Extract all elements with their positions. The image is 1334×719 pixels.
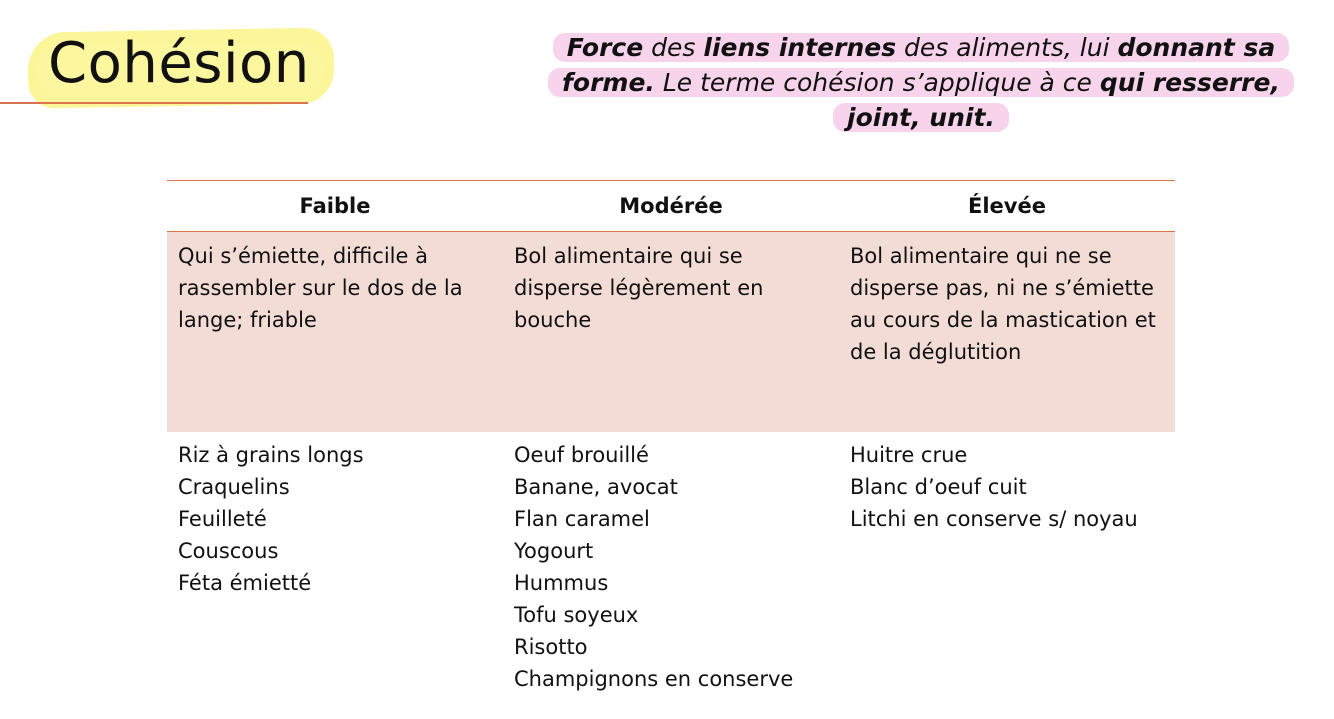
examples-row <box>167 432 1175 695</box>
definition-segment: donnant sa forme. <box>562 33 1276 97</box>
example-item: Blanc d’oeuf cuit <box>850 475 1027 499</box>
example-item: Riz à grains longs <box>178 443 364 467</box>
examples-moderee <box>503 432 839 695</box>
column-header-elevee: Élevée <box>839 181 1175 232</box>
description-moderee: Bol alimentaire qui se disperse légèrement en bouche <box>503 232 839 433</box>
definition-segment: Le terme cohésion s’applique à ce <box>654 68 1100 97</box>
definition-segment: des <box>643 33 704 62</box>
definition-segment: qui resserre, joint, unit. <box>847 68 1280 132</box>
example-item: Craquelins <box>178 475 290 499</box>
example-item: Huitre crue <box>850 443 968 467</box>
example-item: Litchi en conserve s/ noyau <box>850 507 1138 531</box>
example-item: Couscous <box>178 539 279 563</box>
cohesion-table <box>167 180 1175 695</box>
examples-elevee <box>839 432 1175 695</box>
examples-faible <box>167 432 503 695</box>
definition-segment: Force <box>566 33 644 62</box>
page-title: Cohésion <box>48 31 310 96</box>
example-item: Féta émietté <box>178 571 312 595</box>
example-item: Hummus <box>514 571 609 595</box>
definition-highlight <box>548 33 1294 132</box>
description-faible: Qui s’émiette, difficile à rassembler sur le dos de la lange; friable <box>167 232 503 433</box>
example-item: Banane, avocat <box>514 475 678 499</box>
example-item: Feuilleté <box>178 507 267 531</box>
example-item: Flan caramel <box>514 507 650 531</box>
definition-segment: liens internes <box>703 33 897 62</box>
example-item: Champignons en conserve <box>514 667 794 691</box>
definition-segment: des aliments, lui <box>896 33 1118 62</box>
description-row <box>167 232 1175 433</box>
example-item: Oeuf brouillé <box>514 443 649 467</box>
column-header-moderee: Modérée <box>503 181 839 232</box>
column-header-faible: Faible <box>167 181 503 232</box>
description-elevee: Bol alimentaire qui ne se disperse pas, ni ne s’émiette au cours de la mastication et de la déglutition <box>839 232 1175 433</box>
title-underline <box>0 102 308 104</box>
example-item: Yogourt <box>514 539 594 563</box>
definition-text <box>515 30 1327 135</box>
example-item: Tofu soyeux <box>514 603 639 627</box>
table-header-row <box>167 181 1175 232</box>
example-item: Risotto <box>514 635 588 659</box>
